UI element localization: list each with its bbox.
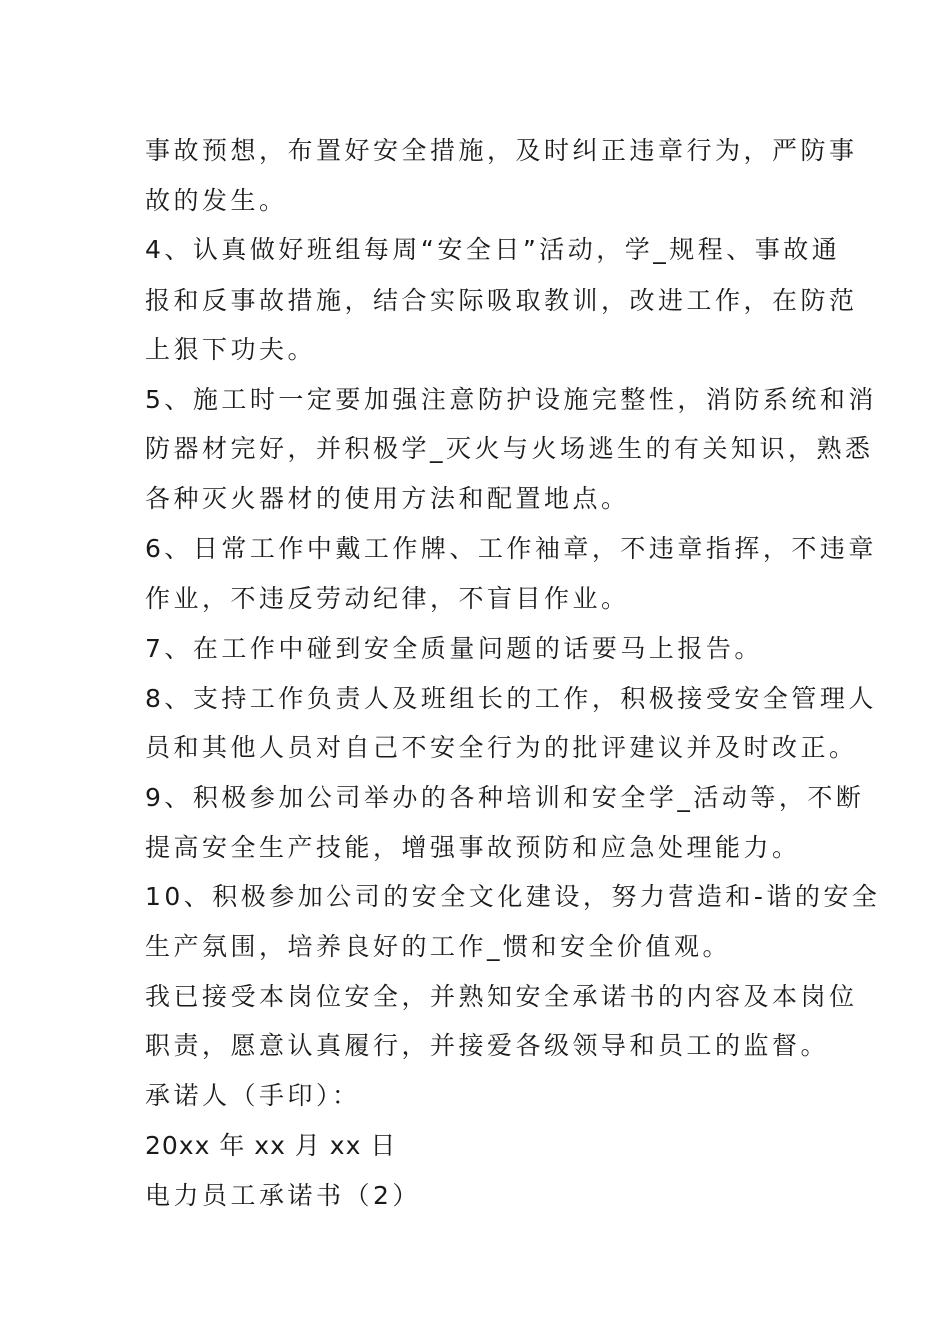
text-line: 5、施工时一定要加强注意防护设施完整性，消防系统和消 bbox=[145, 385, 877, 414]
text-line: 6、日常工作中戴工作牌、工作袖章，不违章指挥，不违章 bbox=[145, 534, 877, 563]
text-line: 事故预想，布置好安全措施，及时纠正违章行为，严防事 bbox=[145, 136, 858, 165]
text-line: 职责，愿意认真履行，并接爱各级领导和员工的监督。 bbox=[145, 1031, 830, 1060]
text-line: 各种灭火器材的使用方法和配置地点。 bbox=[145, 484, 630, 513]
section-title: 电力员工承诺书（2） bbox=[145, 1181, 421, 1210]
text-line: 防器材完好，并积极学_灭火与火场逃生的有关知识，熟悉 bbox=[145, 434, 874, 463]
date-line: 20xx 年 xx 月 xx 日 bbox=[145, 1131, 397, 1160]
text-line: 生产氛围，培养良好的工作_惯和安全价值观。 bbox=[145, 932, 732, 961]
text-line: 上狠下功夫。 bbox=[145, 335, 317, 364]
text-line: 我已接受本岗位安全，并熟知安全承诺书的内容及本岗位 bbox=[145, 982, 858, 1011]
text-line: 故的发生。 bbox=[145, 186, 288, 215]
text-line: 7、在工作中碰到安全质量问题的话要马上报告。 bbox=[145, 634, 763, 663]
text-line: 10、积极参加公司的安全文化建设，努力营造和-谐的安全 bbox=[145, 882, 881, 911]
text-line: 报和反事故措施，结合实际吸取教训，改进工作，在防范 bbox=[145, 286, 858, 315]
text-line: 员和其他人员对自己不安全行为的批评建议并及时改正。 bbox=[145, 733, 858, 762]
text-line: 4、认真做好班组每周“安全日”活动，学_规程、事故通 bbox=[145, 235, 841, 264]
signatory-label: 承诺人（手印）： bbox=[145, 1081, 361, 1110]
text-line: 提高安全生产技能，增强事故预防和应急处理能力。 bbox=[145, 833, 801, 862]
text-line: 8、支持工作负责人及班组长的工作，积极接受安全管理人 bbox=[145, 684, 877, 713]
text-line: 9、积极参加公司举办的各种培训和安全学_活动等，不断 bbox=[145, 783, 865, 812]
text-line: 作业，不违反劳动纪律，不盲目作业。 bbox=[145, 584, 630, 613]
